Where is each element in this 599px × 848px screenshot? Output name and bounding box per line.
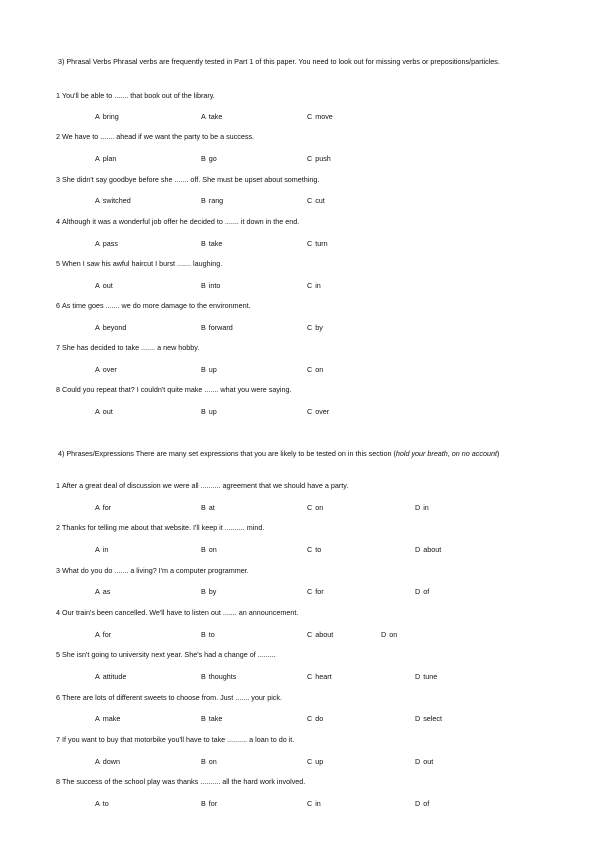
question-text: Thanks for telling me about that website. I'll keep it .......... mind. xyxy=(62,523,265,532)
answer-option xyxy=(415,587,429,597)
option-letter: A xyxy=(95,587,100,596)
answer-option xyxy=(307,365,323,375)
question-text: There are lots of different sweets to choose from. Just ....... your pick. xyxy=(62,693,282,702)
answer-option xyxy=(415,503,429,513)
option-letter: D xyxy=(415,757,421,766)
option-letter: C xyxy=(307,672,313,681)
answer-option xyxy=(201,503,215,513)
option-text: at xyxy=(208,503,215,512)
option-text: forward xyxy=(208,323,233,332)
answer-option xyxy=(95,407,113,417)
option-text: on xyxy=(315,503,324,512)
answer-option xyxy=(307,112,333,122)
question xyxy=(56,481,556,491)
option-letter: B xyxy=(201,799,206,808)
answer-option xyxy=(201,757,217,767)
option-letter: C xyxy=(307,407,313,416)
option-letter: C xyxy=(307,112,313,121)
option-letter: D xyxy=(415,672,421,681)
answer-option xyxy=(95,154,116,164)
question-text: She isn't going to university next year. She's had a change of ......... xyxy=(62,650,276,659)
option-letter: B xyxy=(201,407,206,416)
answer-option xyxy=(95,587,110,597)
question-text: What do you do ....... a living? I'm a computer programmer. xyxy=(62,566,249,575)
option-letter: A xyxy=(95,365,100,374)
answer-option xyxy=(307,281,321,291)
question-number: 6 xyxy=(56,693,60,702)
answer-option xyxy=(95,196,131,206)
option-letter: A xyxy=(95,757,100,766)
option-text: plan xyxy=(102,154,117,163)
answer-option xyxy=(201,154,217,164)
question-text: You'll be able to ....... that book out of the library. xyxy=(62,91,215,100)
answer-option xyxy=(307,587,324,597)
question-text: Our train's been cancelled. We'll have to listen out ....... an announcement. xyxy=(62,608,299,617)
answer-option xyxy=(95,672,126,682)
option-text: turn xyxy=(315,239,328,248)
option-letter: A xyxy=(95,239,100,248)
question-number: 8 xyxy=(56,777,60,786)
option-text: for xyxy=(315,587,324,596)
option-text: select xyxy=(423,714,442,723)
option-text: out xyxy=(423,757,434,766)
option-letter: C xyxy=(307,545,313,554)
option-text: in xyxy=(423,503,429,512)
answer-option xyxy=(95,545,108,555)
question-text: She didn't say goodbye before she ....... off. She must be upset about something. xyxy=(62,175,320,184)
section-3-intro: 3) Phrasal Verbs Phrasal verbs are frequently tested in Part 1 of this paper. You need to look out for missing verbs or prepositions/particles. xyxy=(58,57,500,66)
answer-option xyxy=(201,323,233,333)
answer-option xyxy=(415,757,433,767)
question-number: 7 xyxy=(56,343,60,352)
answer-option xyxy=(307,239,328,249)
answer-option xyxy=(415,672,437,682)
answer-option xyxy=(307,714,323,724)
option-text: do xyxy=(315,714,324,723)
question xyxy=(56,175,556,185)
option-text: about xyxy=(423,545,442,554)
option-text: out xyxy=(102,281,113,290)
question-number: 3 xyxy=(56,566,60,575)
answer-option xyxy=(307,154,331,164)
answer-option xyxy=(95,323,126,333)
option-letter: D xyxy=(415,714,421,723)
question-number: 3 xyxy=(56,175,60,184)
question xyxy=(56,735,556,745)
answer-option xyxy=(95,365,117,375)
option-text: make xyxy=(102,714,121,723)
option-text: push xyxy=(315,154,331,163)
option-text: move xyxy=(315,112,333,121)
option-letter: B xyxy=(201,154,206,163)
option-letter: A xyxy=(95,281,100,290)
answer-option xyxy=(307,799,321,809)
option-letter: C xyxy=(307,196,313,205)
answer-option xyxy=(201,281,220,291)
answer-option xyxy=(95,239,118,249)
option-text: up xyxy=(208,407,217,416)
option-letter: C xyxy=(307,630,313,639)
question-text: Although it was a wonderful job offer he decided to ....... it down in the end. xyxy=(62,217,300,226)
option-letter: B xyxy=(201,757,206,766)
option-text: down xyxy=(102,757,120,766)
option-text: on xyxy=(389,630,398,639)
option-text: in xyxy=(315,799,321,808)
question-number: 2 xyxy=(56,523,60,532)
answer-option xyxy=(201,239,222,249)
option-text: by xyxy=(315,323,323,332)
option-letter: A xyxy=(95,323,100,332)
option-letter: C xyxy=(307,323,313,332)
question-text: When I saw his awful haircut I burst ....... laughing. xyxy=(62,259,223,268)
option-letter: D xyxy=(381,630,387,639)
option-text: to xyxy=(315,545,322,554)
section-4-intro-examples: hold your breath, on no account xyxy=(395,449,497,458)
option-text: on xyxy=(208,757,217,766)
option-text: for xyxy=(208,799,218,808)
question xyxy=(56,693,556,703)
question xyxy=(56,385,556,395)
option-text: switched xyxy=(102,196,131,205)
option-text: up xyxy=(208,365,217,374)
answer-option xyxy=(95,503,111,513)
question-text: We have to ....... ahead if we want the party to be a success. xyxy=(62,132,255,141)
option-letter: A xyxy=(95,112,100,121)
answer-option xyxy=(415,799,429,809)
question-text: Could you repeat that? I couldn't quite make ....... what you were saying. xyxy=(62,385,292,394)
section-4-intro xyxy=(58,448,544,460)
option-letter: D xyxy=(415,503,421,512)
option-letter: A xyxy=(95,154,100,163)
option-letter: B xyxy=(201,323,206,332)
answer-option xyxy=(201,407,217,417)
option-letter: C xyxy=(307,503,313,512)
question xyxy=(56,608,556,618)
question xyxy=(56,566,556,576)
answer-option xyxy=(95,714,120,724)
answer-option xyxy=(415,545,441,555)
option-letter: A xyxy=(95,630,100,639)
answer-option xyxy=(201,112,222,122)
answer-option xyxy=(201,672,236,682)
option-letter: B xyxy=(201,239,206,248)
answer-option xyxy=(381,630,397,640)
option-text: take xyxy=(208,112,223,121)
option-text: to xyxy=(102,799,109,808)
option-text: for xyxy=(102,630,112,639)
option-letter: B xyxy=(201,545,206,554)
answer-option xyxy=(307,757,323,767)
question-number: 8 xyxy=(56,385,60,394)
answer-option xyxy=(201,630,215,640)
answer-option xyxy=(95,757,120,767)
option-text: on xyxy=(315,365,324,374)
option-text: bring xyxy=(102,112,119,121)
answer-option xyxy=(95,799,109,809)
option-letter: A xyxy=(95,799,100,808)
option-letter: B xyxy=(201,672,206,681)
option-text: up xyxy=(315,757,324,766)
option-letter: A xyxy=(95,196,100,205)
option-letter: B xyxy=(201,503,206,512)
question xyxy=(56,343,556,353)
question-number: 2 xyxy=(56,132,60,141)
question-text: As time goes ....... we do more damage to the environment. xyxy=(62,301,251,310)
option-text: to xyxy=(208,630,215,639)
option-letter: A xyxy=(95,503,100,512)
option-text: by xyxy=(208,587,217,596)
option-letter: A xyxy=(95,714,100,723)
answer-option xyxy=(201,365,217,375)
section-4-intro-text: 4) Phrases/Expressions There are many set expressions that you are likely to be tested on in this section ( xyxy=(58,449,396,458)
option-letter: C xyxy=(307,799,313,808)
option-text: take xyxy=(208,714,223,723)
option-text: over xyxy=(102,365,117,374)
option-text: of xyxy=(423,587,430,596)
option-letter: B xyxy=(201,587,206,596)
option-letter: A xyxy=(95,545,100,554)
option-letter: C xyxy=(307,757,313,766)
option-text: in xyxy=(102,545,109,554)
question-number: 5 xyxy=(56,259,60,268)
option-text: into xyxy=(208,281,221,290)
option-text: on xyxy=(208,545,217,554)
option-text: cut xyxy=(315,196,325,205)
question-number: 7 xyxy=(56,735,60,744)
question xyxy=(56,650,556,660)
option-text: for xyxy=(102,503,112,512)
question-number: 5 xyxy=(56,650,60,659)
answer-option xyxy=(95,112,119,122)
section-4-intro-close: ) xyxy=(496,449,500,458)
option-letter: A xyxy=(95,672,100,681)
option-text: tune xyxy=(423,672,438,681)
answer-option xyxy=(95,630,111,640)
option-letter: C xyxy=(307,239,313,248)
option-text: take xyxy=(208,239,223,248)
answer-option xyxy=(307,407,329,417)
option-letter: B xyxy=(201,281,206,290)
option-text: rang xyxy=(208,196,224,205)
option-letter: B xyxy=(201,714,206,723)
option-text: attitude xyxy=(102,672,127,681)
question xyxy=(56,259,556,269)
question-text: If you want to buy that motorbike you'll have to take .......... a loan to do it. xyxy=(62,735,295,744)
answer-option xyxy=(307,323,323,333)
answer-option xyxy=(307,630,333,640)
option-text: heart xyxy=(315,672,332,681)
option-letter: D xyxy=(415,587,421,596)
option-letter: D xyxy=(415,799,421,808)
question xyxy=(56,777,556,787)
answer-option xyxy=(201,799,217,809)
answer-option xyxy=(201,545,217,555)
option-letter: A xyxy=(201,112,206,121)
answer-option xyxy=(201,196,223,206)
question xyxy=(56,523,556,533)
option-letter: C xyxy=(307,154,313,163)
option-letter: C xyxy=(307,365,313,374)
question-number: 6 xyxy=(56,301,60,310)
option-text: of xyxy=(423,799,430,808)
option-text: thoughts xyxy=(208,672,237,681)
option-text: pass xyxy=(102,239,118,248)
option-text: about xyxy=(315,630,334,639)
option-letter: C xyxy=(307,714,313,723)
answer-option xyxy=(307,503,323,513)
option-letter: D xyxy=(415,545,421,554)
answer-option xyxy=(201,714,222,724)
option-text: as xyxy=(102,587,111,596)
option-letter: B xyxy=(201,630,206,639)
answer-option xyxy=(95,281,113,291)
option-letter: C xyxy=(307,587,313,596)
option-text: out xyxy=(102,407,113,416)
question-number: 4 xyxy=(56,217,60,226)
question xyxy=(56,132,556,142)
option-text: in xyxy=(315,281,321,290)
question xyxy=(56,217,556,227)
answer-option xyxy=(307,545,321,555)
answer-option xyxy=(307,196,325,206)
option-text: beyond xyxy=(102,323,127,332)
question-text: The success of the school play was thanks .......... all the hard work involved. xyxy=(62,777,306,786)
option-letter: B xyxy=(201,365,206,374)
question-text: After a great deal of discussion we were all .......... agreement that we should have a party. xyxy=(62,481,349,490)
option-letter: B xyxy=(201,196,206,205)
answer-option xyxy=(201,587,216,597)
answer-option xyxy=(415,714,442,724)
question-number: 4 xyxy=(56,608,60,617)
question-number: 1 xyxy=(56,91,60,100)
answer-option xyxy=(307,672,332,682)
option-letter: C xyxy=(307,281,313,290)
option-text: go xyxy=(208,154,217,163)
option-letter: A xyxy=(95,407,100,416)
option-text: over xyxy=(315,407,330,416)
question xyxy=(56,301,556,311)
question-number: 1 xyxy=(56,481,60,490)
question-text: She has decided to take ....... a new hobby. xyxy=(62,343,200,352)
question xyxy=(56,91,556,101)
